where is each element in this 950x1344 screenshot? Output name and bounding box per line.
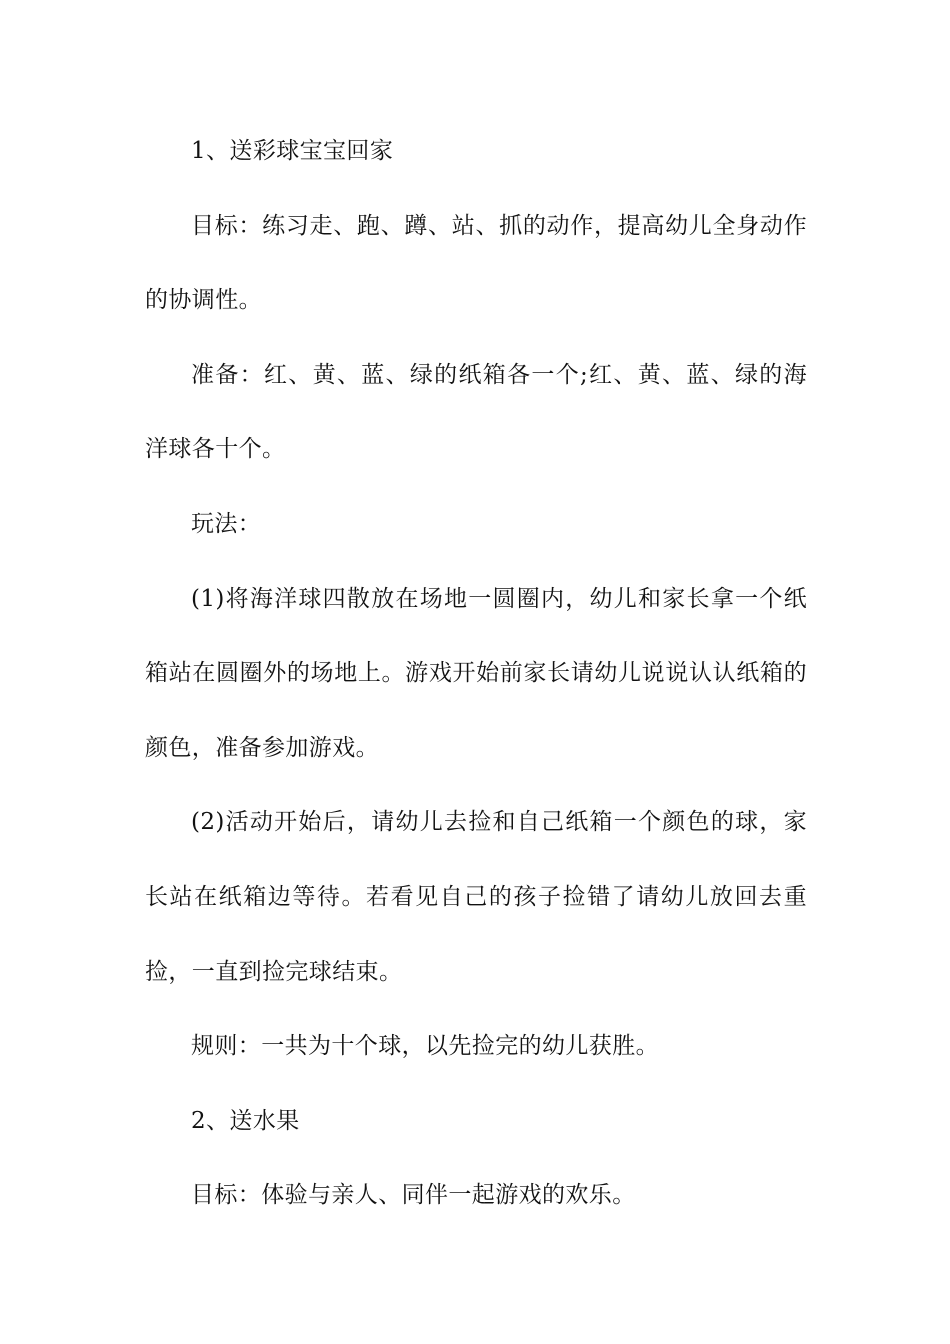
preparation-paragraph: 准备：红、黄、蓝、绿的纸箱各一个;红、黄、蓝、绿的海洋球各十个。 xyxy=(145,361,807,463)
document-body xyxy=(145,114,807,1233)
section-heading-1: 1、送彩球宝宝回家 xyxy=(191,138,394,164)
section-heading-2: 2、送水果 xyxy=(191,1107,300,1134)
goal-paragraph-2: 目标：体验与亲人、同伴一起游戏的欢乐。 xyxy=(191,1182,636,1209)
gameplay-heading: 玩法： xyxy=(191,510,262,537)
gameplay-step-1: (1)将海洋球四散放在场地一圆圈内，幼儿和家长拿一个纸箱站在圆圈外的场地上。游戏开始前家长请幼儿说说认认纸箱的颜色，准备参加游戏。 xyxy=(145,585,807,761)
goal-paragraph-1: 目标：练习走、跑、蹲、站、抓的动作，提高幼儿全身动作的协调性。 xyxy=(145,212,807,314)
gameplay-step-2: (2)活动开始后，请幼儿去捡和自己纸箱一个颜色的球，家长站在纸箱边等待。若看见自己的孩子捡错了请幼儿放回去重捡，一直到捡完球结束。 xyxy=(145,809,807,985)
rules-paragraph: 规则：一共为十个球，以先捡完的幼儿获胜。 xyxy=(191,1033,659,1060)
